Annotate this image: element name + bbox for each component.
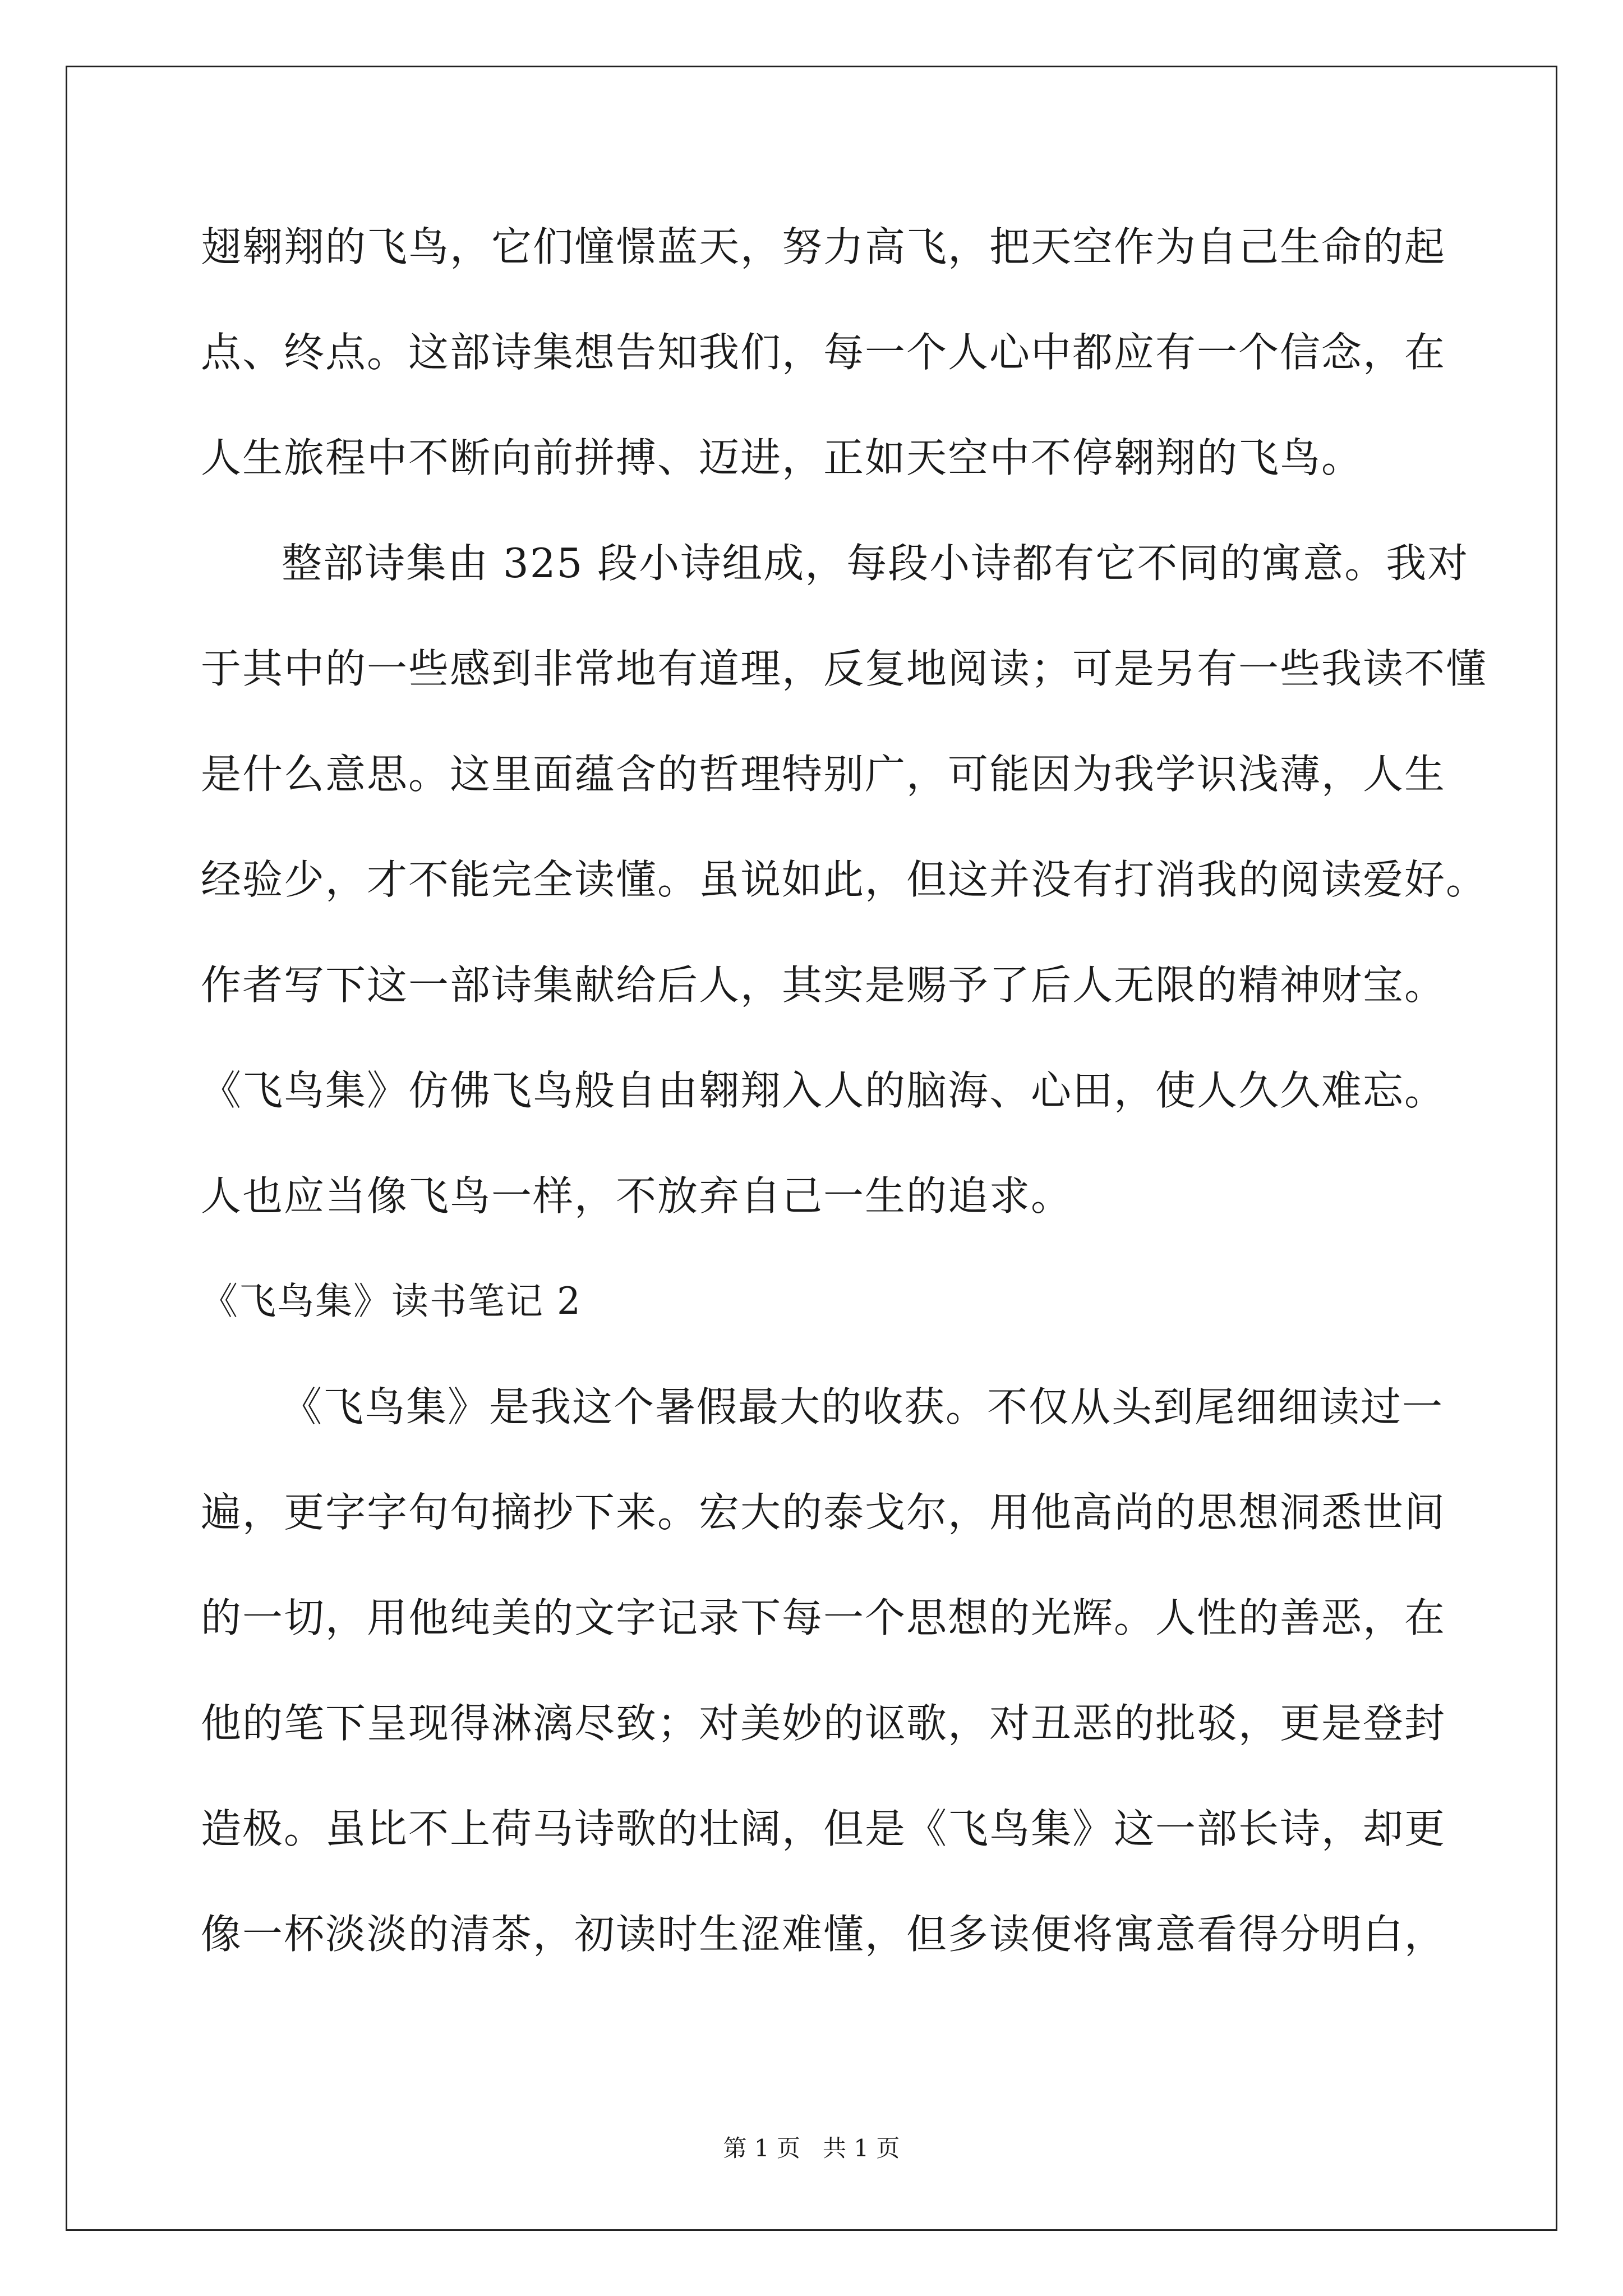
text-line: 经验少，才不能完全读懂。虽说如此，但这并没有打消我的阅读爱好。 [201, 856, 1488, 903]
text-line: 作者写下这一部诗集献给后人，其实是赐予了后人无限的精神财宝。 [201, 961, 1446, 1009]
document-body [201, 213, 1488, 2006]
text-line: 的一切，用他纯美的文字记录下每一个思想的光辉。人性的善恶，在 [201, 1594, 1446, 1641]
text-line: 《飞鸟集》仿佛飞鸟般自由翱翔入人的脑海、心田，使人久久难忘。 [201, 1067, 1446, 1114]
text-line: 像一杯淡淡的清茶，初读时生涩难懂，但多读便将寓意看得分明白， [201, 1911, 1446, 1958]
text-line: 他的笔下呈现得淋漓尽致；对美妙的讴歌，对丑恶的批驳，更是登封 [201, 1700, 1446, 1747]
text-line: 人也应当像飞鸟一样，不放弃自己一生的追求。 [201, 1172, 1073, 1220]
page-total: 共 1 页 [823, 2134, 900, 2162]
text-line: 遍，更字字句句摘抄下来。宏大的泰戈尔，用他高尚的思想洞悉世间 [201, 1489, 1446, 1536]
paragraph-start-line: 整部诗集由 325 段小诗组成，每段小诗都有它不同的寓意。我对 [282, 540, 1469, 587]
text-line: 造极。虽比不上荷马诗歌的壮阔，但是《飞鸟集》这一部长诗，却更 [201, 1805, 1446, 1852]
text-line: 翅翱翔的飞鸟，它们憧憬蓝天，努力高飞，把天空作为自己生命的起 [201, 223, 1446, 270]
section-heading: 《飞鸟集》读书笔记 2 [201, 1280, 582, 1323]
text-line: 人生旅程中不断向前拼搏、迈进，正如天空中不停翱翔的飞鸟。 [201, 434, 1363, 481]
page-number: 第 1 页 [723, 2134, 800, 2162]
text-line: 于其中的一些感到非常地有道理，反复地阅读；可是另有一些我读不懂 [201, 645, 1488, 692]
text-line: 是什么意思。这里面蕴含的哲理特别广，可能因为我学识浅薄，人生 [201, 751, 1446, 798]
paragraph-start-line: 《飞鸟集》是我这个暑假最大的收获。不仅从头到尾细细读过一 [282, 1383, 1444, 1430]
page-footer [0, 2132, 1623, 2165]
text-line: 点、终点。这部诗集想告知我们，每一个人心中都应有一个信念，在 [201, 329, 1446, 376]
